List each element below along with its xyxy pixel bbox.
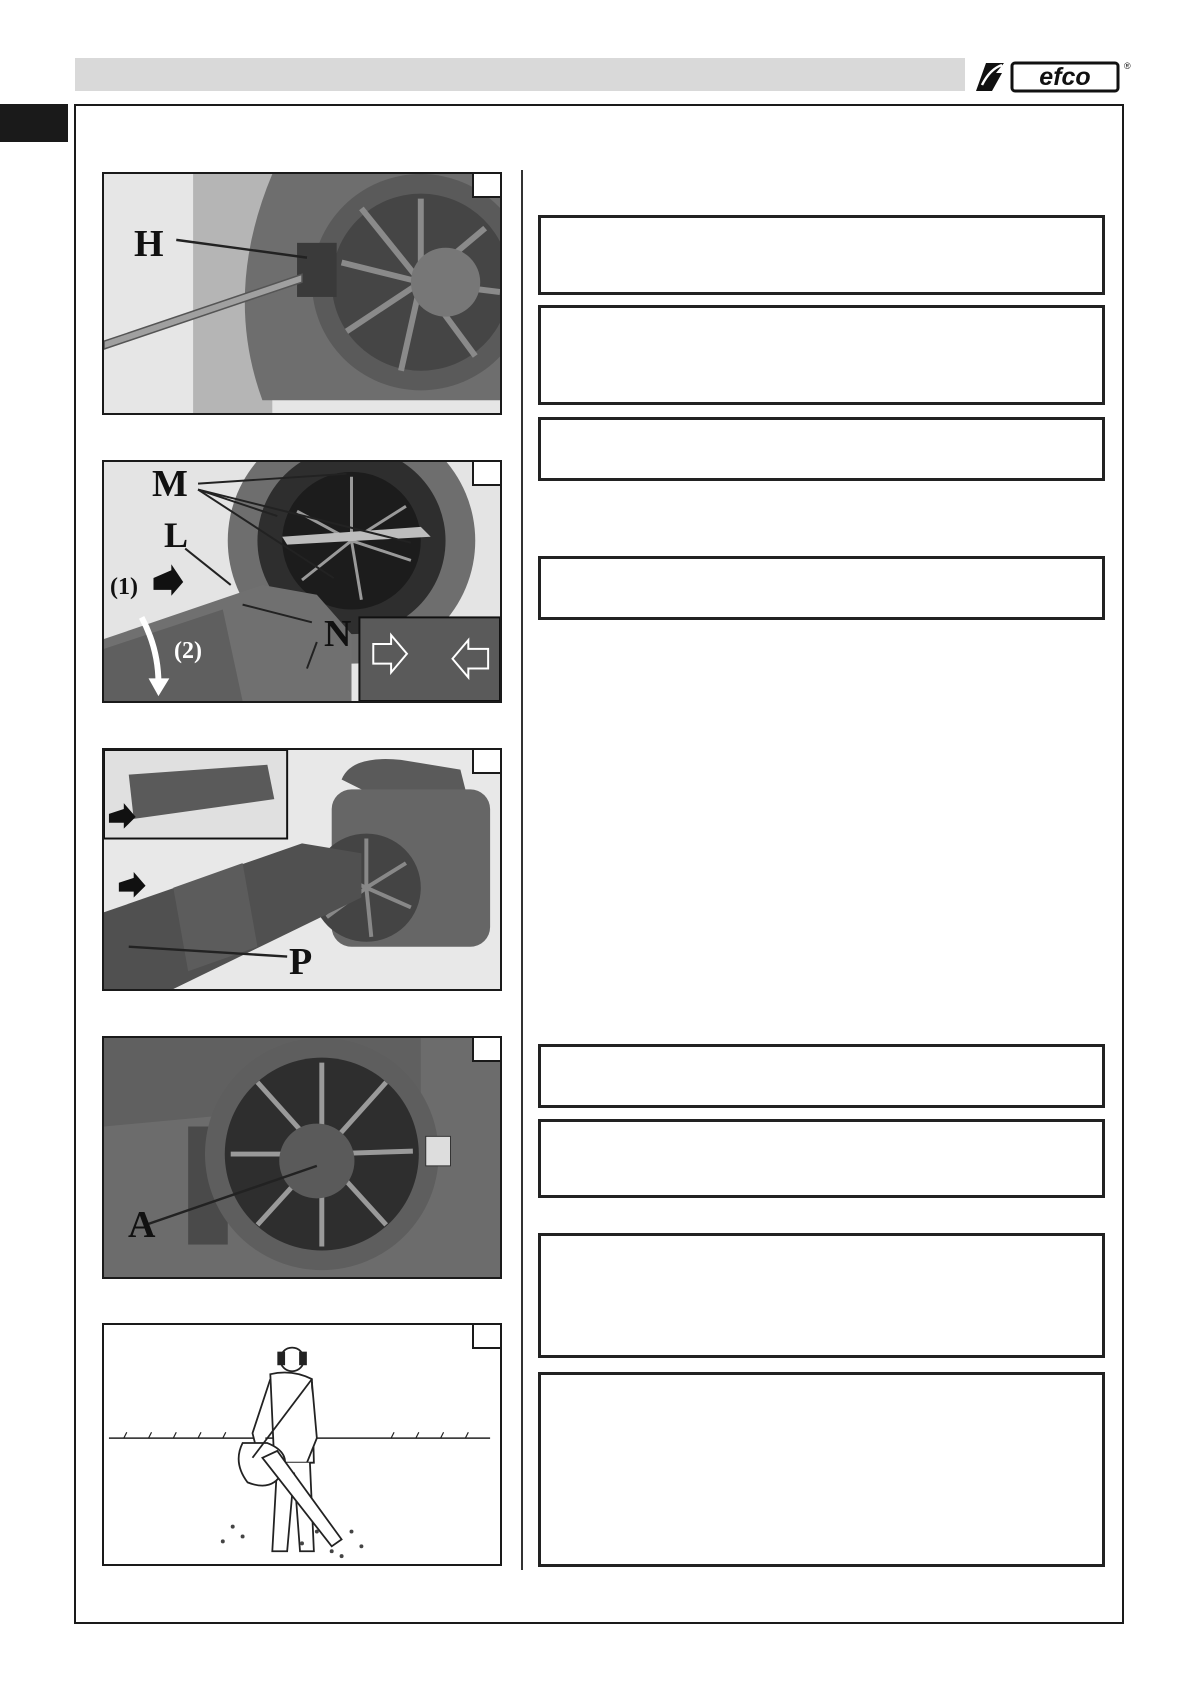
callout-n: N	[324, 613, 352, 655]
figure-number-box	[472, 462, 500, 486]
figure-2-tube-attachment	[102, 460, 502, 703]
figure-5-operator-illustration	[102, 1323, 502, 1566]
figure-number-box	[472, 1325, 500, 1349]
callout-a: A	[128, 1204, 156, 1246]
notice-box-8	[538, 1372, 1105, 1567]
notice-box-7	[538, 1233, 1105, 1358]
efco-logo	[972, 55, 1132, 97]
column-divider	[521, 170, 523, 1570]
brand-name: efco	[1039, 63, 1091, 91]
notice-box-2	[538, 305, 1105, 405]
figure-number-box	[472, 174, 500, 198]
callout-p: P	[289, 941, 313, 983]
registered-mark: ®	[1124, 61, 1131, 71]
notice-box-6	[538, 1119, 1105, 1198]
figure-number-box	[472, 1038, 500, 1062]
header-bar	[75, 58, 965, 91]
callout-step-1: (1)	[110, 574, 138, 600]
callout-l: L	[164, 515, 189, 555]
figure-1-housing-screwdriver	[102, 172, 502, 415]
figure-number-box	[472, 750, 500, 774]
notice-box-5	[538, 1044, 1105, 1108]
callout-m: M	[152, 463, 188, 505]
notice-box-4	[538, 556, 1105, 620]
language-tab	[0, 104, 68, 142]
callout-step-2: (2)	[174, 638, 202, 664]
figure-4-intake-cover	[102, 1036, 502, 1279]
figure-3-blower-tube	[102, 748, 502, 991]
notice-box-3	[538, 417, 1105, 481]
callout-h: H	[134, 223, 164, 265]
notice-box-1	[538, 215, 1105, 295]
